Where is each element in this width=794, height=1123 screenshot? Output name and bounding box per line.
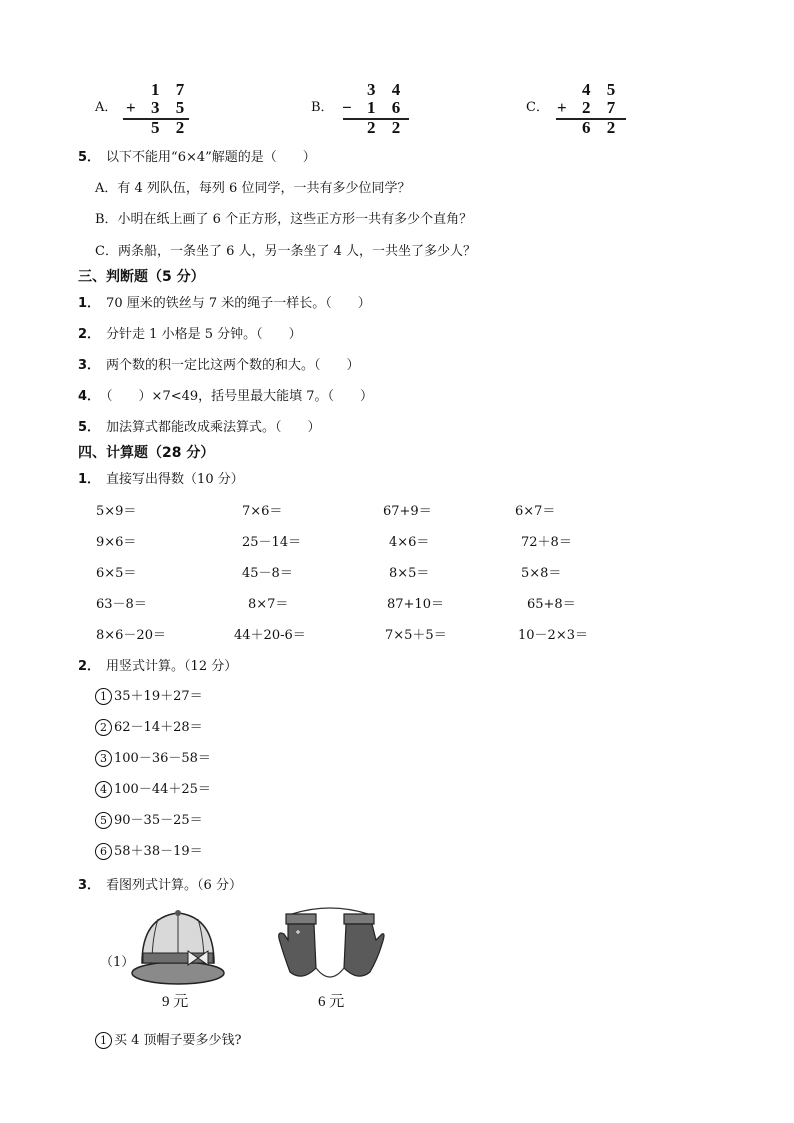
- sub-question-1: [95, 1029, 242, 1049]
- calc-expression: 35＋19＋27＝: [114, 689, 203, 704]
- top-number: 4 5: [582, 80, 622, 99]
- option-c-vertical: [526, 80, 636, 136]
- item-text: 加法算式都能改成乘法算式。（ ）: [106, 420, 321, 435]
- calc-item: 7×6＝: [242, 504, 283, 519]
- vertical-calc-5: [95, 809, 203, 829]
- mitten-price: 6 元: [318, 994, 345, 1010]
- item-number: 5．: [78, 420, 101, 435]
- calc-item: 6×5＝: [96, 566, 137, 581]
- vertical-calc-1: [95, 685, 203, 705]
- question-number: 5．: [78, 150, 101, 165]
- calc-item: 5×8＝: [521, 566, 562, 581]
- question-text: 直接写出得数（10 分）: [106, 472, 244, 487]
- q5-option-b: B．小明在纸上画了 6 个正方形，这些正方形一共有多少个直角？: [95, 212, 473, 227]
- calc-expression: 62－14＋28＝: [114, 720, 203, 735]
- top-number: 1 7: [151, 80, 191, 99]
- calc-item: 45－8＝: [242, 566, 293, 581]
- second-number: 1 6: [367, 98, 407, 117]
- item-text: 两个数的积一定比这两个数的和大。（ ）: [106, 358, 360, 373]
- calc-item: 8×5＝: [389, 566, 430, 581]
- calc-item: 6×7＝: [515, 504, 556, 519]
- circled-number: 2: [95, 719, 112, 736]
- operator: +: [126, 98, 142, 117]
- hat-icon: [128, 903, 228, 987]
- item-text: 70 厘米的铁丝与 7 米的绳子一样长。（ ）: [106, 296, 371, 311]
- second-number: 2 7: [582, 98, 622, 117]
- question-number: 2．: [78, 659, 101, 674]
- circled-number: 5: [95, 812, 112, 829]
- calc-expression: 90－35－25＝: [114, 813, 203, 828]
- calc-expression: 58＋38－19＝: [114, 844, 203, 859]
- calc-item: 8×7＝: [248, 597, 289, 612]
- item-text: 分针走 1 小格是 5 分钟。（ ）: [106, 327, 302, 342]
- q5-option-c: C．两条船，一条坐了 6 人，另一条坐了 4 人，一共坐了多少人？: [95, 244, 477, 259]
- picture-label: （1）: [100, 955, 135, 970]
- section-4-title: 四、计算题（28 分）: [78, 445, 215, 461]
- calc-item: 5×9＝: [96, 504, 137, 519]
- sub-question-text: 买 4 顶帽子要多少钱?: [114, 1033, 242, 1048]
- result-number: 6 2: [582, 118, 622, 137]
- item-text: （ ）×7<49，括号里最大能填 7。（ ）: [106, 389, 374, 404]
- calc-item: 63－8＝: [96, 597, 147, 612]
- question-number: 3．: [78, 878, 101, 893]
- vertical-calc-3: [95, 747, 211, 767]
- item-number: 2．: [78, 327, 101, 342]
- question-text: 看图列式计算。（6 分）: [106, 878, 242, 893]
- judge-item-4: [78, 385, 373, 404]
- operator: +: [557, 98, 573, 117]
- vertical-calc-2: [95, 716, 203, 736]
- judge-item-1: [78, 292, 371, 311]
- option-b-vertical: [311, 80, 421, 136]
- result-number: 2 2: [367, 118, 407, 137]
- question-text: 以下不能用“6×4”解题的是（ ）: [106, 150, 316, 165]
- judge-item-2: [78, 323, 302, 342]
- section-3-title: 三、判断题（5 分）: [78, 269, 205, 285]
- question-5: [78, 146, 316, 165]
- mittens-icon: [270, 906, 390, 988]
- calc-item: 8×6－20＝: [96, 628, 166, 643]
- option-letter: A．: [95, 100, 118, 115]
- item-number: 4．: [78, 389, 101, 404]
- calc-item: 65+8＝: [527, 597, 576, 612]
- result-number: 5 2: [151, 118, 191, 137]
- option-a-vertical: [95, 80, 205, 136]
- option-letter: C．: [526, 100, 549, 115]
- calc-item: 67+9＝: [383, 504, 432, 519]
- option-letter: B．: [311, 100, 334, 115]
- q5-option-a: A．有 4 列队伍，每列 6 位同学，一共有多少位同学？: [95, 181, 411, 196]
- vertical-calc-6: [95, 840, 203, 860]
- calc-expression: 100－44＋25＝: [114, 782, 211, 797]
- calc-item: 4×6＝: [389, 535, 430, 550]
- calc-question-2: [78, 655, 237, 674]
- calc-item: 9×6＝: [96, 535, 137, 550]
- hat-price: 9 元: [162, 994, 189, 1010]
- question-number: 1．: [78, 472, 101, 487]
- top-number: 3 4: [367, 80, 407, 99]
- calc-item: 87+10＝: [387, 597, 444, 612]
- judge-item-3: [78, 354, 360, 373]
- judge-item-5: [78, 416, 321, 435]
- calc-item: 25－14＝: [242, 535, 302, 550]
- circled-number: 4: [95, 781, 112, 798]
- operator: −: [342, 98, 358, 117]
- calc-item: 72＋8＝: [521, 535, 572, 550]
- vertical-calc-4: [95, 778, 211, 798]
- calc-item: 44＋20-6＝: [234, 628, 306, 643]
- calc-question-1: [78, 468, 244, 487]
- circled-number: 1: [95, 1032, 112, 1049]
- question-text: 用竖式计算。（12 分）: [106, 659, 238, 674]
- circled-number: 6: [95, 843, 112, 860]
- calc-item: 7×5＋5＝: [385, 628, 447, 643]
- circled-number: 1: [95, 688, 112, 705]
- circled-number: 3: [95, 750, 112, 767]
- item-number: 1．: [78, 296, 101, 311]
- item-number: 3．: [78, 358, 101, 373]
- calc-question-3: [78, 874, 242, 893]
- second-number: 3 5: [151, 98, 191, 117]
- calc-expression: 100－36－58＝: [114, 751, 211, 766]
- calc-item: 10－2×3＝: [518, 628, 588, 643]
